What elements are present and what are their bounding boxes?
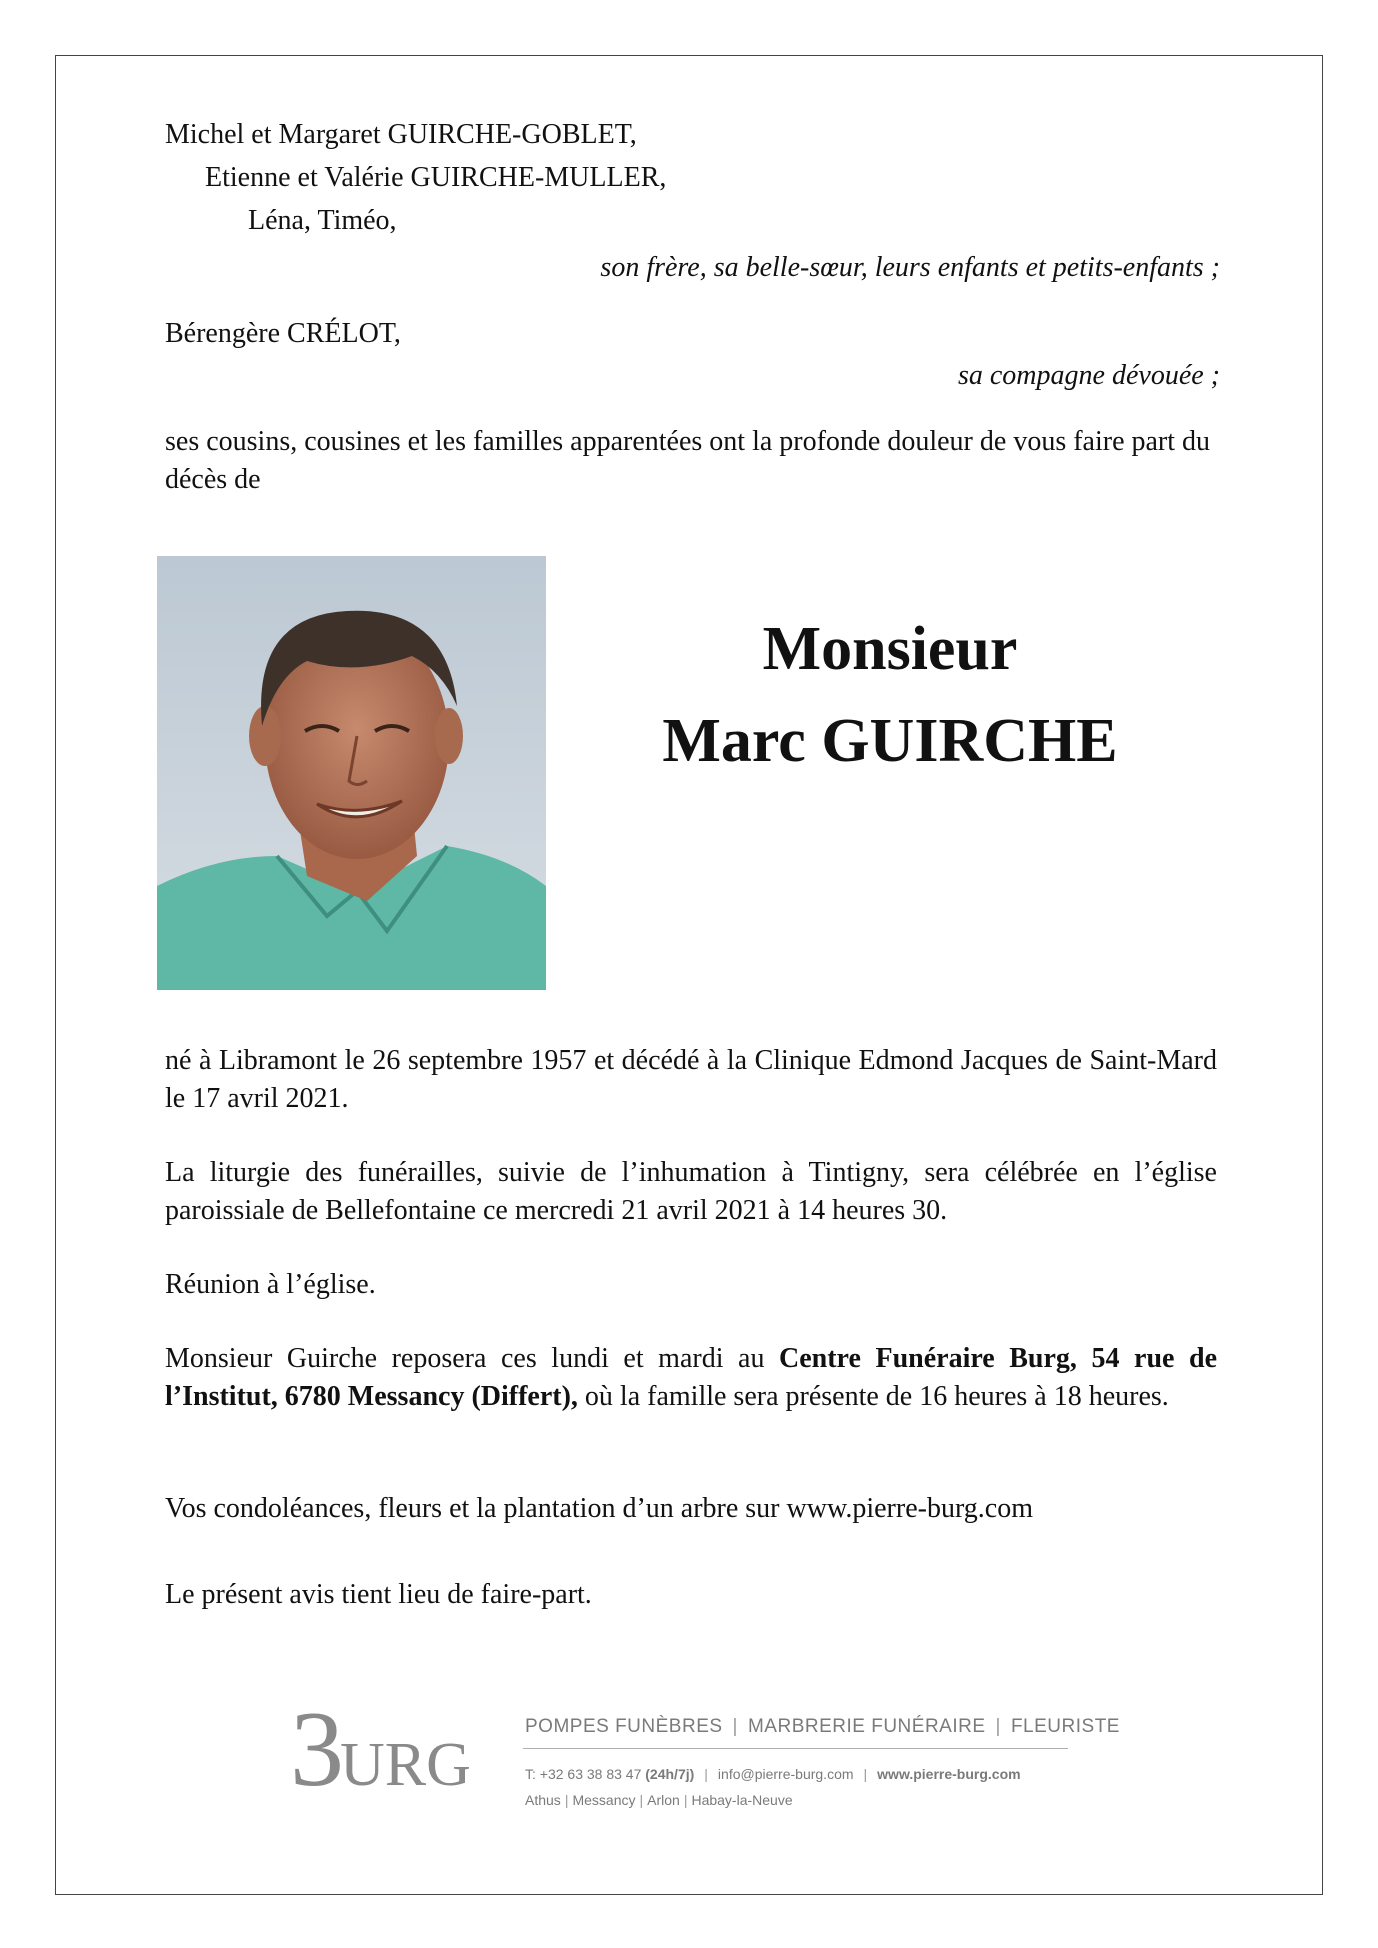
burg-logo <box>290 1705 480 1795</box>
footer-phone-hours: (24h/7j) <box>645 1766 695 1782</box>
rest-prefix: Monsieur Guirche reposera ces lundi et mardi au <box>165 1343 765 1374</box>
footer-services: POMPES FUNÈBRES | MARBRERIE FUNÉRAIRE | FLEURISTE <box>525 1716 1120 1737</box>
portrait-photo <box>157 556 546 990</box>
rest-text <box>165 1340 1217 1416</box>
footer-email[interactable]: info@pierre-burg.com <box>717 1766 854 1782</box>
deceased-title: Monsieur <box>762 615 1018 683</box>
reunion-text: Réunion à l’église. <box>165 1269 376 1300</box>
announcement-text: ses cousins, cousines et les familles apparentées ont la profonde douleur de vous faire part du décès de <box>165 426 1211 495</box>
location-athus: Athus <box>525 1792 561 1808</box>
deceased-name: Marc GUIRCHE <box>662 707 1118 775</box>
footer-website[interactable]: www.pierre-burg.com <box>877 1766 1021 1782</box>
family-line-1: Michel et Margaret GUIRCHE-GOBLET, <box>165 119 637 150</box>
footer-contact: T: +32 63 38 83 47 (24h/7j) | info@pierre-burg.com | www.pierre-burg.com <box>525 1766 1021 1782</box>
logo-letters: URG <box>340 1731 471 1795</box>
location-habay: Habay-la-Neuve <box>691 1792 793 1808</box>
footer-locations: Athus | Messancy | Arlon | Habay-la-Neuve <box>525 1792 793 1808</box>
footer-divider <box>523 1748 1068 1749</box>
companion-name: Bérengère CRÉLOT, <box>165 318 401 349</box>
rest-place: Centre Funéraire Burg, 54 rue de l’Institut, 6780 Messancy (Differt), <box>165 1343 1218 1412</box>
notice-text: Le présent avis tient lieu de faire-part. <box>165 1579 592 1610</box>
rest-suffix: où la famille sera présente de 16 heures à 18 heures. <box>584 1381 1169 1412</box>
logo-initial: 3 <box>290 1705 344 1795</box>
family-line-3: Léna, Timéo, <box>248 205 397 236</box>
condolences-text: Vos condoléances, fleurs et la plantation d’un arbre sur www.pierre-burg.com <box>165 1493 1033 1524</box>
liturgy-text: La liturgie des funérailles, suivie de l’inhumation à Tintigny, sera célébrée en l’église paroissiale de Bellefontaine ce mercredi 21 avril 2021 à 14 heures 30. <box>165 1157 1217 1226</box>
birth-death-text: né à Libramont le 26 septembre 1957 et décédé à la Clinique Edmond Jacques de Saint-Mard le 17 avril 2021. <box>165 1045 1217 1114</box>
family-line-2: Etienne et Valérie GUIRCHE-MULLER, <box>205 162 667 193</box>
service-fleuriste: FLEURISTE <box>1010 1716 1120 1737</box>
service-marbrerie: MARBRERIE FUNÉRAIRE <box>747 1716 986 1737</box>
family-relation-1: son frère, sa belle-sœur, leurs enfants et petits-enfants ; <box>600 252 1220 283</box>
footer-phone: T: +32 63 38 83 47 <box>525 1766 642 1782</box>
companion-relation: sa compagne dévouée ; <box>957 360 1220 391</box>
location-messancy: Messancy <box>572 1792 636 1808</box>
location-arlon: Arlon <box>647 1792 680 1808</box>
service-pompes: POMPES FUNÈBRES <box>525 1716 723 1737</box>
